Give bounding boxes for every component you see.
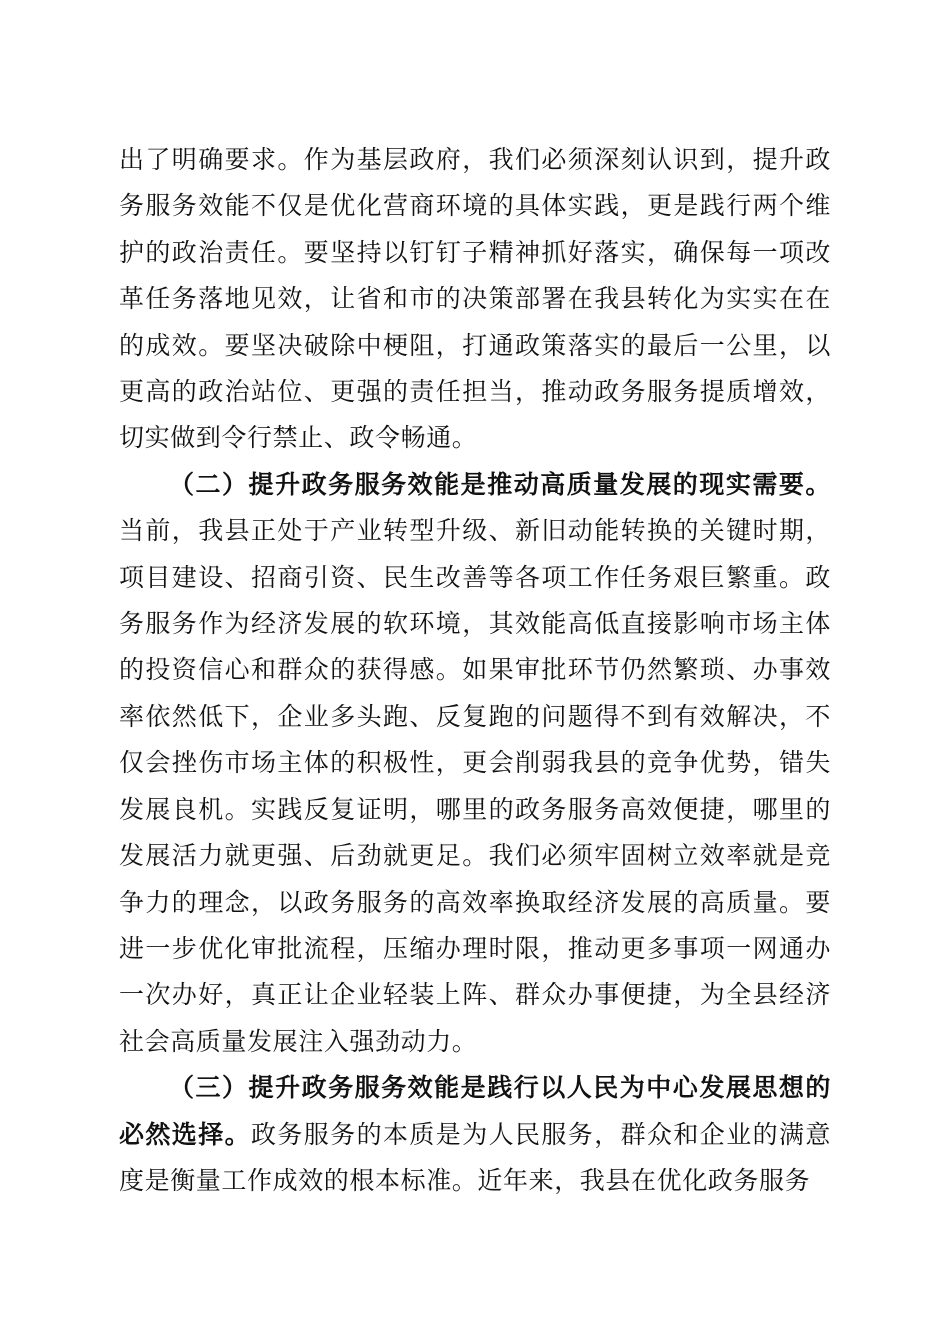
section-3-heading: （三）提升政务服务效能是践行以人民为中心发展思想的必然选择。 (119, 1073, 831, 1149)
section-2-paragraph (119, 462, 831, 1065)
paragraph-continuation: 出了明确要求。作为基层政府，我们必须深刻认识到，提升政务服务效能不仅是优化营商环境的具体实践，更是践行两个维护的政治责任。要坚持以钉钉子精神抓好落实，确保每一项改革任务落地见效，让省和市的决策部署在我县转化为实实在在的成效。要坚决破除中梗阻，打通政策落实的最后一公里，以更高的政治站位、更强的责任担当，推动政务服务提质增效，切实做到令行禁止、政令畅通。 (119, 145, 831, 453)
section-3-paragraph (119, 1065, 831, 1204)
section-2-body: 当前，我县正处于产业转型升级、新旧动能转换的关键时期，项目建设、招商引资、民生改善等各项工作任务艰巨繁重。政务服务作为经济发展的软环境，其效能高低直接影响市场主体的投资信心和群众的获得感。如果审批环节仍然繁琐、办事效率依然低下，企业多头跑、反复跑的问题得不到有效解决，不仅会挫伤市场主体的积极性，更会削弱我县的竞争优势，错失发展良机。实践反复证明，哪里的政务服务高效便捷，哪里的发展活力就更强、后劲就更足。我们必须牢固树立效率就是竞争力的理念，以政务服务的高效率换取经济发展的高质量。要进一步优化审批流程，压缩办理时限，推动更多事项一网通办一次办好，真正让企业轻装上阵、群众办事便捷，为全县经济社会高质量发展注入强劲动力。 (119, 516, 831, 1056)
document-body (119, 137, 831, 1204)
section-3-body: 政务服务的本质是为人民服务，群众和企业的满意度是衡量工作成效的根本标准。近年来，我县在优化政务服务 (119, 1119, 831, 1195)
section-2-heading: （二）提升政务服务效能是推动高质量发展的现实需要。 (169, 469, 831, 499)
